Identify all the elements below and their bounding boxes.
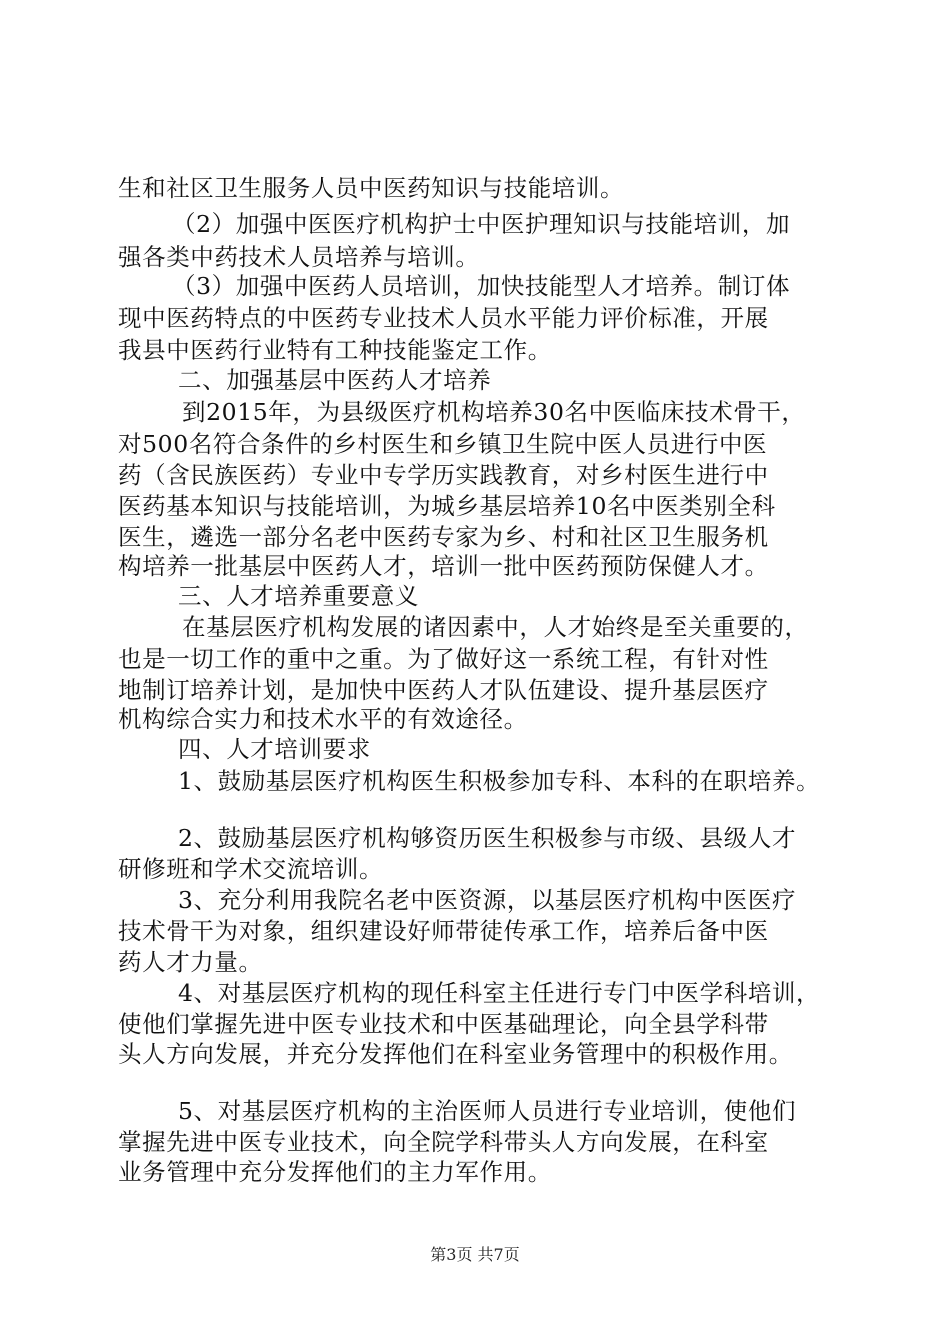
text-line: 医生，遴选一部分名老中医药专家为乡、村和社区卫生服务机 — [118, 523, 769, 551]
text-line: 也是一切工作的重中之重。为了做好这一系统工程，有针对性 — [118, 645, 769, 673]
text-line: 使他们掌握先进中医专业技术和中医基础理论，向全县学科带 — [118, 1010, 769, 1038]
text-line: 药人才力量。 — [118, 948, 263, 976]
text-line: 1、鼓励基层医疗机构医生积极参加专科、本科的在职培养。 — [178, 767, 821, 795]
text-line: 在基层医疗机构发展的诸因素中，人才始终是至关重要的， — [182, 613, 809, 641]
text-line: 业务管理中充分发挥他们的主力军作用。 — [118, 1158, 552, 1186]
text-line: （2）加强中医医疗机构护士中医护理知识与技能培训，加 — [172, 210, 791, 238]
text-line: 头人方向发展，并充分发挥他们在科室业务管理中的积极作用。 — [118, 1040, 793, 1068]
section-heading: 三、人才培养重要意义 — [178, 582, 419, 610]
section-heading: 四、人才培训要求 — [178, 735, 371, 763]
text-line: （3）加强中医药人员培训，加快技能型人才培养。制订体 — [172, 272, 791, 300]
text-line: 构培养一批基层中医药人才，培训一批中医药预防保健人才。 — [118, 552, 769, 580]
text-line: 到2015年，为县级医疗机构培养30名中医临床技术骨干， — [182, 398, 806, 426]
text-line: 对500名符合条件的乡村医生和乡镇卫生院中医人员进行中医 — [118, 430, 768, 458]
text-line: 现中医药特点的中医药专业技术人员水平能力评价标准，开展 — [118, 304, 769, 332]
text-line: 5、对基层医疗机构的主治医师人员进行专业培训，使他们 — [178, 1097, 797, 1125]
text-line: 技术骨干为对象，组织建设好师带徒传承工作，培养后备中医 — [118, 917, 769, 945]
text-line: 研修班和学术交流培训。 — [118, 855, 384, 883]
text-line: 我县中医药行业特有工种技能鉴定工作。 — [118, 336, 552, 364]
text-line: 3、充分利用我院名老中医资源，以基层医疗机构中医医疗 — [178, 886, 797, 914]
text-line: 生和社区卫生服务人员中医药知识与技能培训。 — [118, 174, 625, 202]
text-line: 2、鼓励基层医疗机构够资历医生积极参与市级、县级人才 — [178, 824, 797, 852]
text-line: 机构综合实力和技术水平的有效途径。 — [118, 705, 528, 733]
page-footer: 第3页 共7页 — [430, 1245, 520, 1264]
section-heading: 二、加强基层中医药人才培养 — [178, 366, 492, 394]
text-line: 强各类中药技术人员培养与培训。 — [118, 243, 480, 271]
text-line: 地制订培养计划，是加快中医药人才队伍建设、提升基层医疗 — [118, 676, 769, 704]
text-line: 药（含民族医药）专业中专学历实践教育，对乡村医生进行中 — [118, 461, 769, 489]
text-line: 掌握先进中医专业技术，向全院学科带头人方向发展，在科室 — [118, 1128, 769, 1156]
text-line: 4、对基层医疗机构的现任科室主任进行专门中医学科培训， — [178, 979, 821, 1007]
text-line: 医药基本知识与技能培训，为城乡基层培养10名中医类别全科 — [118, 492, 776, 520]
